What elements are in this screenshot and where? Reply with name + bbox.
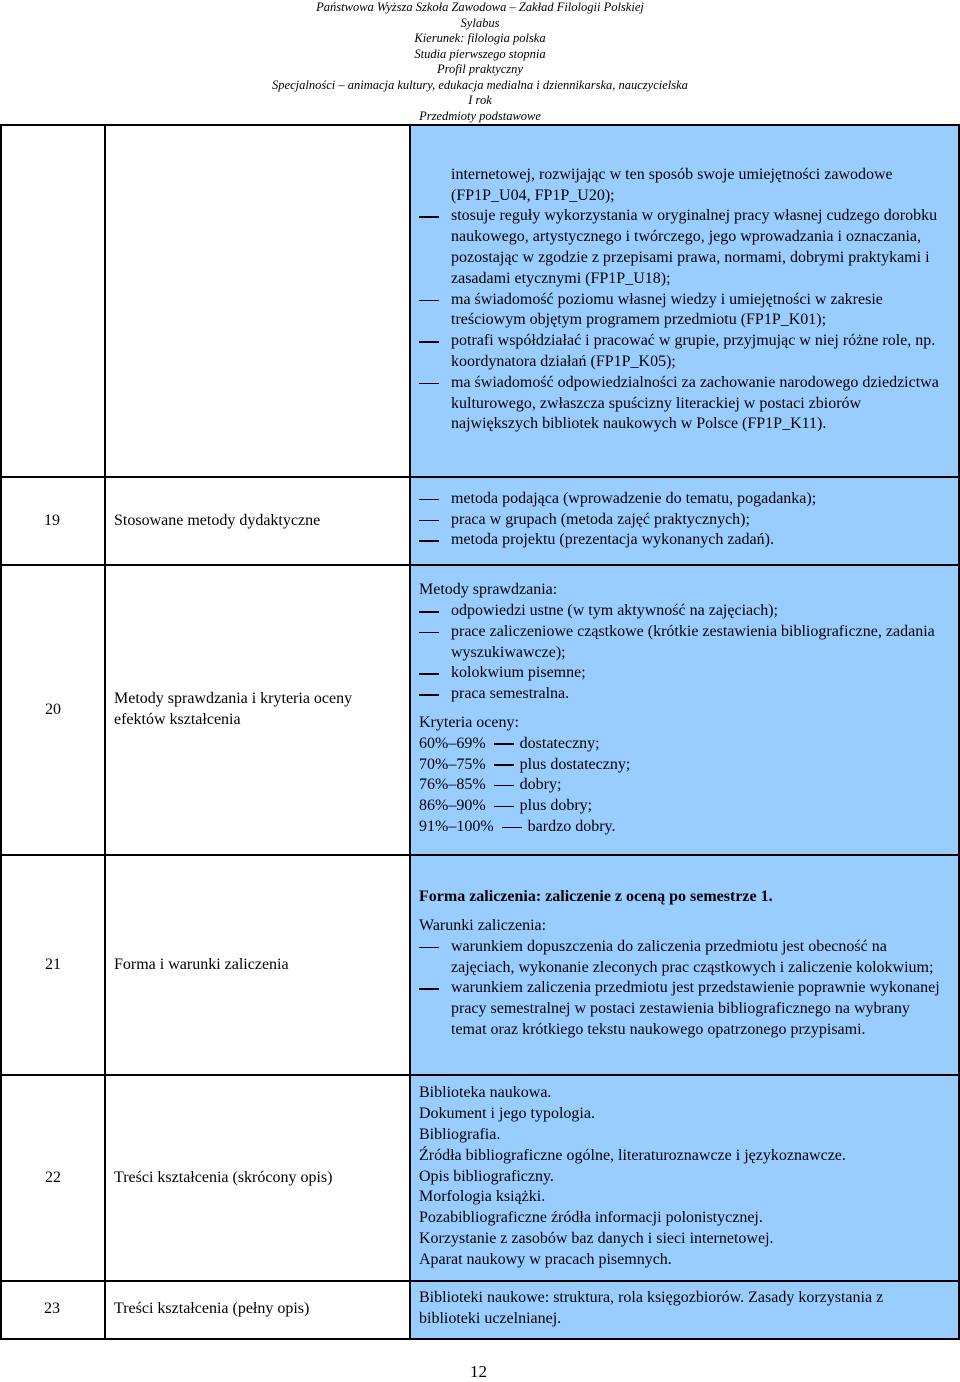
conditions-heading: Warunki zaliczenia: [419,917,547,934]
list-item: warunkiem dopuszczenia do zaliczenia przedmiotu jest obecność na zajęciach, wykonanie zleconych prac cząstkowych i zaliczenie kolokwium; [419,937,942,979]
row-label: Treści kształcenia (pełny opis) [114,1300,310,1318]
row-label: Forma i warunki zaliczenia [114,955,289,973]
grade-line [419,775,942,796]
criteria-heading: Kryteria oceny: [419,714,519,731]
list-item: praca w grupach (metoda zajęć praktycznych); [419,510,942,531]
content-line: Bibliografia. [419,1126,501,1143]
row-label-cell [105,1281,410,1339]
row-content-cell [410,1281,959,1339]
row-number: 21 [45,955,61,973]
content-line: Morfologia książki. [419,1188,546,1206]
table-row [1,477,959,565]
list-item: potrafi współdziałać i pracować w grupie, przyjmując w niej różne role, np. koordynatora działań (FP1P_K05); [419,331,942,373]
row-label: Metody sprawdzania i kryteria oceny efektów kształcenia [114,690,353,728]
header-line: I rok [468,93,492,107]
row-label-cell [105,565,410,855]
list-item: praca semestralna. [419,684,942,705]
row-number-cell [1,477,105,565]
header-line: Profil praktyczny [437,62,523,76]
page-number: 12 [470,1362,487,1381]
list-item: metoda podająca (wprowadzenie do tematu, pogadanka); [419,489,942,510]
header-line: Przedmioty podstawowe [419,108,541,123]
grade-range: 70%–75% [419,755,486,773]
table-row [1,1075,959,1281]
list-item: odpowiedzi ustne (w tym aktywność na zajęciach); [419,601,942,622]
grade-range: 60%–69% [419,734,486,752]
table-row [1,855,959,1075]
list-item: ma świadomość odpowiedzialności za zachowanie narodowego dziedzictwa kulturowego, zwłaszcza spuścizny literackiej w postaci zbiorów największych bibliotek naukowych w Polsce (FP1P_K11). [419,373,942,435]
methods-heading: Metody sprawdzania: [419,581,558,599]
grade-name: bardzo dobry. [527,817,616,835]
row-number: 23 [44,1300,60,1318]
content-line: Biblioteka naukowa. [419,1084,552,1102]
row-label-cell [105,855,410,1075]
grade-line [419,817,942,838]
grade-range: 76%–85% [419,776,486,794]
row-number: 19 [44,511,60,529]
list-item: prace zaliczeniowe cząstkowe (krótkie zestawienia bibliograficzne, zadania wyszukiwawcze); [419,622,942,664]
header-line: Sylabus [460,15,500,30]
row-number: 20 [45,700,61,718]
grade-line [419,755,942,776]
row-number-cell [1,565,105,855]
header-line: Państwowa Wyższa Szkoła Zawodowa – Zakład Filologii Polskiej [316,0,644,14]
content-line: Korzystanie z zasobów baz danych i sieci internetowej. [419,1229,774,1247]
table-row [1,1281,959,1339]
grade-name: plus dobry; [519,797,593,815]
continuation-text: internetowej, rozwijając w ten sposób swoje umiejętności zawodowe (FP1P_U04, FP1P_U20); [451,165,893,204]
row-number: 22 [45,1168,61,1186]
content-line: Źródła bibliograficzne ogólne, literaturoznawcze i językoznawcze. [419,1146,846,1164]
syllabus-table [0,124,960,1340]
page-header [0,0,960,124]
row-content-cell [410,565,959,855]
content-text: Biblioteki naukowe: struktura, rola księgozbiorów. Zasady korzystania z biblioteki uczelnianej. [419,1289,884,1327]
grade-name: dobry; [519,776,562,794]
list-item: kolokwium pisemne; [419,663,942,684]
row-content-cell [410,477,959,565]
list-item: metoda projektu (prezentacja wykonanych zadań). [419,530,942,551]
grade-line [419,796,942,817]
list-item: ma świadomość poziomu własnej wiedzy i umiejętności w zakresie treściowym objętym programem przedmiotu (FP1P_K01); [419,290,942,332]
row-label-cell [105,125,410,477]
row-label-cell [105,1075,410,1281]
row-label: Stosowane metody dydaktyczne [114,511,321,529]
header-line: Studia pierwszego stopnia [414,46,546,61]
row-number-cell [1,1075,105,1281]
grade-range: 91%–100% [419,817,494,835]
row-content-cell [410,1075,959,1281]
row-number-cell [1,1281,105,1339]
row-content-cell [410,855,959,1075]
table-row [1,565,959,855]
row-label: Treści kształcenia (skrócony opis) [114,1168,333,1186]
form-text: Forma zaliczenia: zaliczenie z oceną po semestrze 1. [419,888,773,906]
header-line: Specjalności – animacja kultury, edukacja medialna i dziennikarska, nauczycielska [272,77,688,92]
table-row [1,125,959,477]
content-line: Opis bibliograficzny. [419,1167,554,1185]
list-item: stosuje reguły wykorzystania w oryginalnej pracy własnej cudzego dorobku naukowego, artystycznego i twórczego, jego wprowadzania i oznaczania, pozostając w zgodzie z przepisami prawa, normami, dobrymi praktykami i zasadami etycznymi (FP1P_U18); [419,206,942,289]
content-line: Dokument i jego typologia. [419,1105,595,1123]
list-item: warunkiem zaliczenia przedmiotu jest przedstawienie poprawnie wykonanej pracy semestralnej w postaci zestawienia bibliograficznego na wybrany temat oraz krótkiego tekstu naukowego opatrzonego przypisami. [419,978,942,1040]
row-label-cell [105,477,410,565]
grade-line [419,734,942,755]
grade-name: plus dostateczny; [519,755,631,773]
row-number-cell [1,855,105,1075]
row-content-cell [410,125,959,477]
grade-name: dostateczny; [519,734,600,752]
row-number-cell [1,125,105,477]
header-line: Kierunek: filologia polska [414,31,546,45]
grade-range: 86%–90% [419,797,486,815]
content-line: Aparat naukowy w pracach pisemnych. [419,1250,672,1268]
content-line: Pozabibliograficzne źródła informacji polonistycznej. [419,1209,763,1227]
